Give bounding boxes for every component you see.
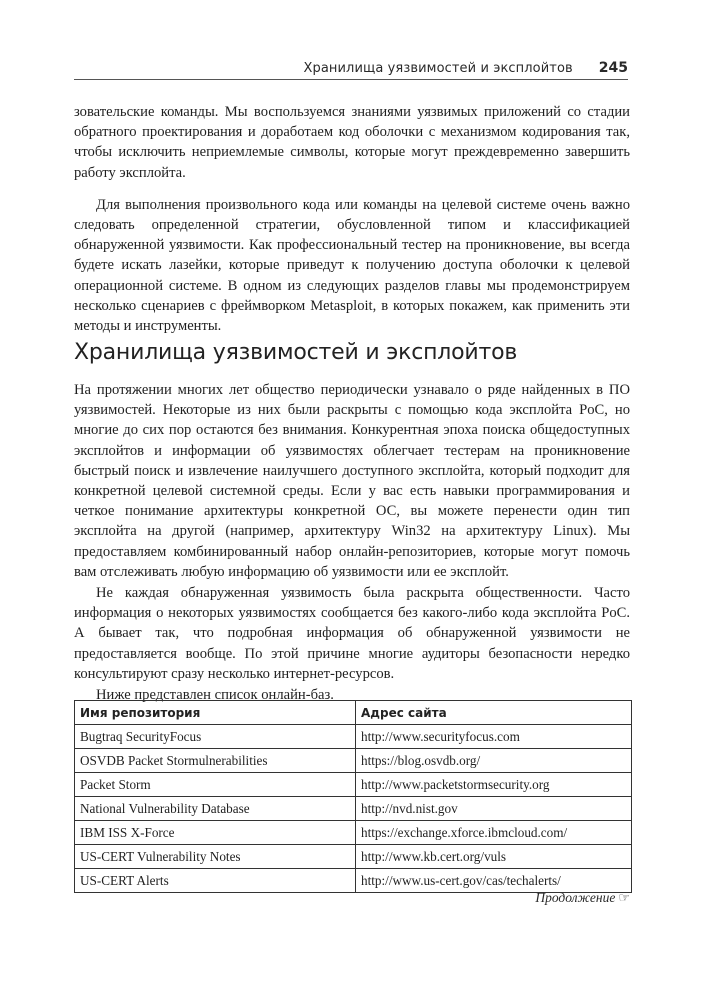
repo-name-cell: National Vulnerability Database xyxy=(75,797,356,821)
paragraph: зовательские команды. Мы воспользуемся знаниями уязвимых приложений со стадии обратного проектирования и доработаем код оболочки с механизмом кодирования так, чтобы исключить неприемлемые символы, которые могут преждевременно завершить работу эксплойта. xyxy=(74,104,630,181)
table-header-row xyxy=(75,701,632,725)
continued-label: Продолжение xyxy=(535,890,616,905)
repo-name-cell: Bugtraq SecurityFocus xyxy=(75,725,356,749)
repo-url-cell[interactable]: http://nvd.nist.gov xyxy=(356,797,632,821)
paragraph: Для выполнения произвольного кода или команды на целевой системе очень важно следовать определенной стратегии, обусловленной типом и классификацией обнаруженной уязвимости. Как профессиональный тестер на проникновение, вы всегда будете искать лазейки, которые приведут к получению доступа оболочки к целевой операционной системе. В одном из следующих разделов главы мы продемонстрируем несколько сценариев с фреймворком Metasploit, в которых покажем, как применить эти методы и инструменты. xyxy=(74,196,630,335)
repo-url-cell[interactable]: http://www.securityfocus.com xyxy=(356,725,632,749)
column-header-name: Имя репозитория xyxy=(75,701,356,725)
repo-url-cell[interactable]: http://www.us-cert.gov/cas/techalerts/ xyxy=(356,869,632,893)
repo-url-cell[interactable]: https://blog.osvdb.org/ xyxy=(356,749,632,773)
column-header-url: Адрес сайта xyxy=(356,701,632,725)
repo-url-cell[interactable]: http://www.packetstormsecurity.org xyxy=(356,773,632,797)
repo-name-cell: Packet Storm xyxy=(75,773,356,797)
section-heading: Хранилища уязвимостей и эксплойтов xyxy=(74,340,518,365)
repo-name-cell: US-CERT Alerts xyxy=(75,869,356,893)
hand-pointer-icon: ☞ xyxy=(618,890,630,905)
table-row xyxy=(75,845,632,869)
intro-text xyxy=(74,102,630,336)
table-row xyxy=(75,749,632,773)
section-text xyxy=(74,380,630,705)
table-row xyxy=(75,869,632,893)
table-row xyxy=(75,725,632,749)
repo-url-cell[interactable]: http://www.kb.cert.org/vuls xyxy=(356,845,632,869)
table-row xyxy=(75,773,632,797)
running-title: Хранилища уязвимостей и эксплойтов xyxy=(303,61,573,76)
table-row xyxy=(75,797,632,821)
repo-name-cell: US-CERT Vulnerability Notes xyxy=(75,845,356,869)
paragraph: На протяжении многих лет общество периодически узнавало о ряде найденных в ПО уязвимостей. Некоторые из них были раскрыты с помощью кода эксплойта PoC, но многие до сих пор остаются без внимания. Конкурентная эпоха поиска общедоступных эксплойтов и информации об уязвимостях облегчает тестерам на проникновение быстрый поиск и извлечение наилучшего доступного эксплойта, который подходит для конкретной целевой системной среды. Если у вас есть навыки программирования и четкое понимание архитектуры конкретной ОС, вы можете перенести один тип эксплойта на другой (например, архитектуру Win32 на архитектуру Linux). Мы предоставляем комбинированный набор онлайн-репозиториев, которые могут помочь вам отслеживать любую информацию об уязвимости или ее эксплойт. xyxy=(74,382,630,580)
table-row xyxy=(75,821,632,845)
repo-name-cell: IBM ISS X-Force xyxy=(75,821,356,845)
paragraph: Не каждая обнаруженная уязвимость была раскрыта общественности. Часто информация о некоторых уязвимостях сообщается без какого-либо кода эксплойта PoC. А бывает так, что подробная информация об обнаруженной уязвимости не предоставляется вообще. По этой причине многие аудиторы безопасности нередко консультируют сразу несколько интернет-ресурсов. xyxy=(74,585,630,682)
page-number: 245 xyxy=(598,60,628,76)
continued-note xyxy=(535,890,630,906)
running-header xyxy=(74,54,628,80)
repo-name-cell: OSVDB Packet Stormulnerabilities xyxy=(75,749,356,773)
paragraph: Ниже представлен список онлайн-баз. xyxy=(96,687,334,704)
repository-table xyxy=(74,700,632,893)
repo-url-cell[interactable]: https://exchange.xforce.ibmcloud.com/ xyxy=(356,821,632,845)
